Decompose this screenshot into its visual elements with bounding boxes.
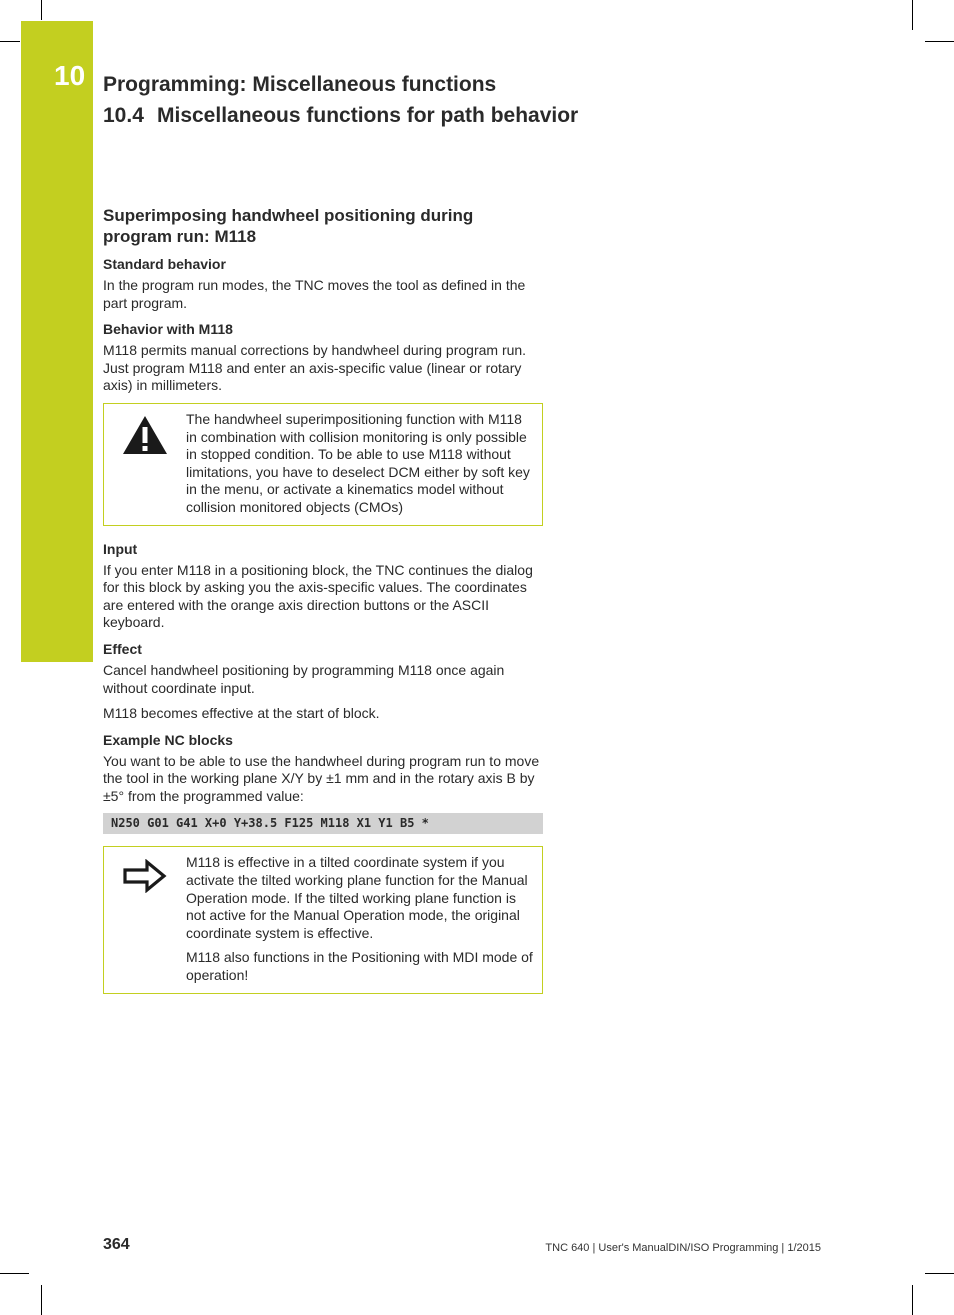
chapter-number: 10 xyxy=(54,60,86,91)
page-number: 364 xyxy=(103,1236,130,1253)
crop-mark xyxy=(925,41,954,42)
crop-mark xyxy=(41,0,42,20)
warning-text-cell xyxy=(186,404,542,525)
crop-mark xyxy=(912,1285,913,1315)
note-icon-cell xyxy=(104,847,186,992)
warning-text: The handwheel superimpositioning function with M118 in combination with collision monitoring is only possible in stopped condition. To be able to use M118 without limitations, you have to deselect DCM either by soft key in the menu, or activate a kinematics model without collision monitored objects (CMOs) xyxy=(186,410,530,515)
chapter-tab xyxy=(21,21,93,662)
section-title xyxy=(103,103,578,129)
page-heading-line1: Superimposing handwheel positioning during xyxy=(103,206,474,225)
warning-icon-cell xyxy=(104,404,186,525)
footer-doc-info: TNC 640 | User's ManualDIN/ISO Programming | 1/2015 xyxy=(545,1242,821,1254)
example-text: You want to be able to use the handwheel during program run to move the tool in the working plane X/Y by ±1 mm and in the rotary axis B by ±5° from the programmed value: xyxy=(103,752,540,804)
warning-icon xyxy=(121,414,169,456)
note-text-2: M118 also functions in the Positioning with MDI mode of operation! xyxy=(186,949,533,984)
nc-code-block: N250 G01 G41 X+0 Y+38.5 F125 M118 X1 Y1 B5 * xyxy=(103,813,543,834)
standard-behavior-text: In the program run modes, the TNC moves the tool as defined in the part program. xyxy=(103,277,526,311)
note-text-1: M118 is effective in a tilted coordinate system if you activate the tilted working plane function for the Manual Operation mode. If the tilted working plane function is not active for the Manual Operation mode, the original coordinate system is effective. xyxy=(186,854,528,941)
standard-behavior-heading: Standard behavior xyxy=(103,256,226,272)
crop-mark xyxy=(41,1285,42,1315)
crop-mark xyxy=(0,41,20,42)
input-text: If you enter M118 in a positioning block, the TNC continues the dialog for this block by asking you the axis-specific values. The coordinates are entered with the orange axis direction buttons or the ASCII keyboard. xyxy=(103,561,533,631)
main-content xyxy=(103,205,543,1008)
effect-text-1: Cancel handwheel positioning by programming M118 once again without coordinate input. xyxy=(103,661,505,696)
page-heading-line2: program run: M118 xyxy=(103,227,257,246)
section-number: 10.4 xyxy=(103,104,144,127)
m118-behavior-heading: Behavior with M118 xyxy=(103,321,233,338)
section-title-text: Miscellaneous functions for path behavior xyxy=(157,104,579,127)
input-heading: Input xyxy=(103,540,138,557)
note-box xyxy=(103,846,543,993)
m118-behavior-text: M118 permits manual corrections by handwheel during program run. Just program M118 and enter an axis-specific value (linear or rotary axis) in millimeters. xyxy=(103,342,527,394)
arrow-right-icon xyxy=(123,859,167,893)
crop-mark xyxy=(912,0,913,30)
crop-mark xyxy=(925,1273,954,1274)
effect-text-2: M118 becomes effective at the start of block. xyxy=(103,705,380,722)
effect-heading: Effect xyxy=(103,640,142,657)
note-text-cell xyxy=(186,847,542,992)
example-heading: Example NC blocks xyxy=(103,731,233,748)
warning-box xyxy=(103,403,543,526)
chapter-title: Programming: Miscellaneous functions xyxy=(103,73,497,96)
crop-mark xyxy=(0,1273,29,1274)
page-heading xyxy=(103,205,543,247)
